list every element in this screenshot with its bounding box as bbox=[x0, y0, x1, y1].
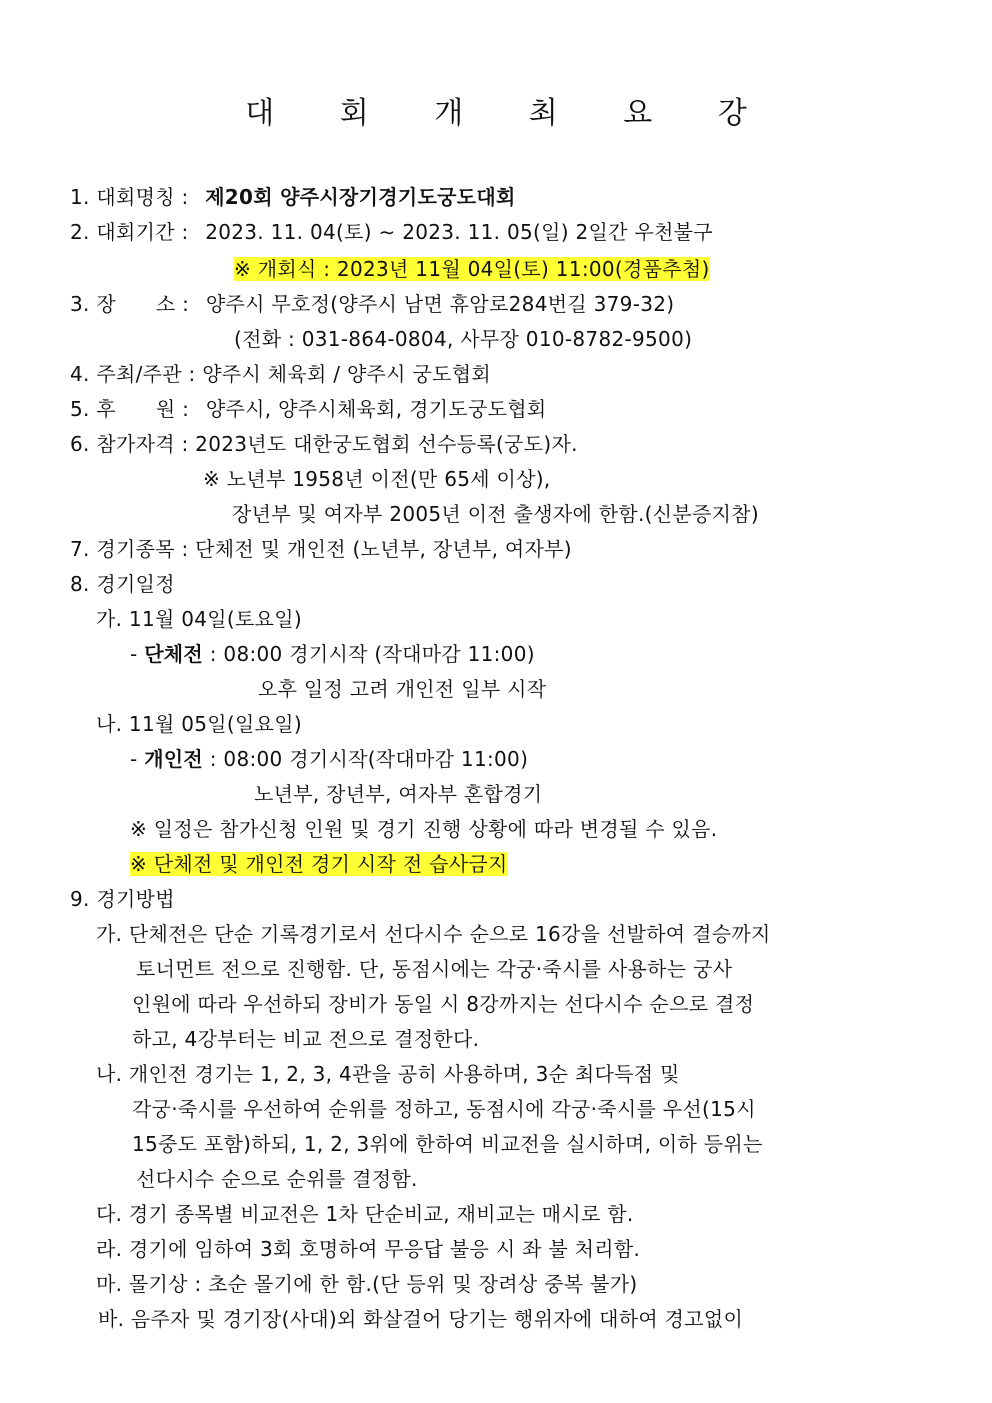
individual-event-label: 개인전 bbox=[144, 747, 204, 771]
item-3-value: 양주시 무호정(양주시 남면 휴암로284번길 379-32) bbox=[205, 292, 675, 316]
method-ga-line3: 인원에 따라 우선하되 장비가 동일 시 8강까지는 선다시수 순으로 결정 bbox=[132, 992, 755, 1016]
individual-event-detail: : 08:00 경기시작(작대마감 11:00) bbox=[203, 747, 529, 771]
page-title: 대 회 개 최 요 강 bbox=[245, 96, 775, 131]
item-2-note-row bbox=[234, 255, 710, 283]
method-ba: 바. 음주자 및 경기장(사대)외 화살걸어 당기는 행위자에 대하여 경고없이 bbox=[98, 1307, 744, 1331]
practice-ban-note-row bbox=[130, 850, 508, 878]
schedule-day2: 나. 11월 05일(일요일) bbox=[96, 712, 302, 736]
item-8-row: 8. 경기일정 bbox=[70, 572, 175, 596]
item-2-label: 2. 대회기간 : bbox=[70, 220, 189, 244]
method-na-line1: 나. 개인전 경기는 1, 2, 3, 4관을 공히 사용하며, 3순 최다득점 및 bbox=[96, 1062, 680, 1086]
item-2-row bbox=[70, 218, 713, 246]
item-1-row bbox=[70, 183, 516, 211]
practice-ban-note: ※ 단체전 및 개인전 경기 시작 전 습사금지 bbox=[130, 852, 508, 876]
method-ma: 마. 몰기상 : 초순 몰기에 한 함.(단 등위 및 장려상 중복 불가) bbox=[96, 1272, 638, 1296]
item-1-value: 제20회 양주시장기경기도궁도대회 bbox=[205, 185, 516, 209]
item-1-label: 1. 대회명칭 : bbox=[70, 185, 189, 209]
team-event-detail: : 08:00 경기시작 (작대마감 11:00) bbox=[203, 642, 535, 666]
schedule-day1-event-row bbox=[130, 640, 535, 668]
schedule-day2-event-row bbox=[130, 745, 528, 773]
item-6-note2: 장년부 및 여자부 2005년 이전 출생자에 한함.(신분증지참) bbox=[232, 502, 759, 526]
item-5-label: 5. 후 원 : bbox=[70, 397, 190, 421]
schedule-day1-note: 오후 일정 고려 개인전 일부 시작 bbox=[258, 677, 547, 701]
item-6-note1: ※ 노년부 1958년 이전(만 65세 이상), bbox=[203, 467, 551, 491]
item-9-row: 9. 경기방법 bbox=[70, 887, 175, 911]
method-na-line4: 선다시수 순으로 순위를 결정함. bbox=[136, 1167, 418, 1191]
item-3-row bbox=[70, 290, 674, 318]
item-2-value: 2023. 11. 04(토) ∼ 2023. 11. 05(일) 2일간 우천불구 bbox=[205, 220, 713, 244]
schedule-day2-note: 노년부, 장년부, 여자부 혼합경기 bbox=[254, 782, 543, 806]
item-3-note: (전화 : 031-864-0804, 사무장 010-8782-9500) bbox=[234, 327, 693, 351]
item-5-value: 양주시, 양주시체육회, 경기도궁도협회 bbox=[205, 397, 547, 421]
method-na-line2: 각궁·죽시를 우선하여 순위를 정하고, 동점시에 각궁·죽시를 우선(15시 bbox=[132, 1097, 756, 1121]
dash: - bbox=[130, 642, 145, 666]
method-ga-line2: 토너먼트 전으로 진행함. 단, 동점시에는 각궁·죽시를 사용하는 궁사 bbox=[136, 957, 733, 981]
method-ra: 라. 경기에 임하여 3회 호명하여 무응답 불응 시 좌 불 처리함. bbox=[96, 1237, 641, 1261]
team-event-label: 단체전 bbox=[144, 642, 204, 666]
item-6-row: 6. 참가자격 : 2023년도 대한궁도협회 선수등록(궁도)자. bbox=[70, 432, 578, 456]
opening-ceremony-note: ※ 개회식 : 2023년 11월 04일(토) 11:00(경품추첨) bbox=[234, 257, 710, 281]
schedule-day1: 가. 11월 04일(토요일) bbox=[96, 607, 302, 631]
method-da: 다. 경기 종목별 비교전은 1차 단순비교, 재비교는 매시로 함. bbox=[96, 1202, 634, 1226]
method-ga-line4: 하고, 4강부터는 비교 전으로 결정한다. bbox=[132, 1027, 480, 1051]
item-5-row bbox=[70, 395, 546, 423]
method-ga-line1: 가. 단체전은 단순 기록경기로서 선다시수 순으로 16강을 선발하여 결승까지 bbox=[96, 922, 771, 946]
item-7-row: 7. 경기종목 : 단체전 및 개인전 (노년부, 장년부, 여자부) bbox=[70, 537, 572, 561]
schedule-change-note: ※ 일정은 참가신청 인원 및 경기 진행 상황에 따라 변경될 수 있음. bbox=[130, 817, 718, 841]
dash: - bbox=[130, 747, 145, 771]
item-3-label: 3. 장 소 : bbox=[70, 292, 190, 316]
item-4-row: 4. 주최/주관 : 양주시 체육회 / 양주시 궁도협회 bbox=[70, 362, 491, 386]
method-na-line3: 15중도 포함)하되, 1, 2, 3위에 한하여 비교전을 실시하며, 이하 등위는 bbox=[132, 1132, 763, 1156]
